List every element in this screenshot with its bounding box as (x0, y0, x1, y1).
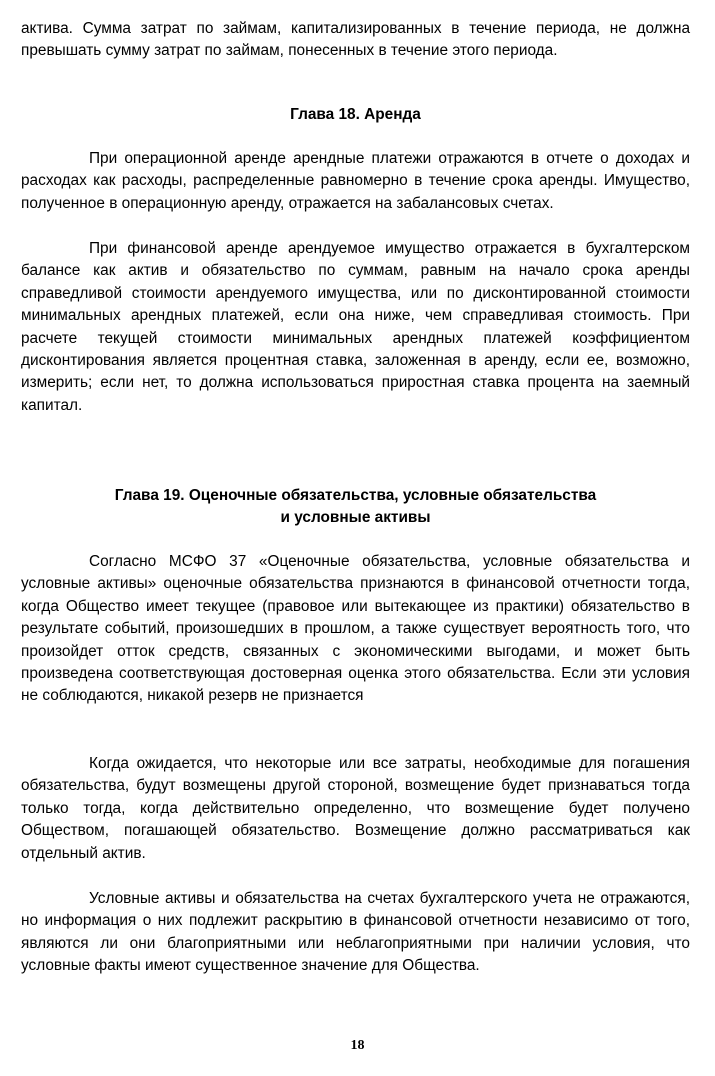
operating-lease-paragraph: При операционной аренде арендные платежи отражаются в отчете о доходах и расходах как расходы, распределенные равномерно в течение срока аренды. Имущество, полученное в операционную аренду, отражается на забалансовых счетах. (21, 150, 690, 212)
page-number: 18 (350, 1038, 365, 1053)
chapter-19-heading (21, 485, 690, 530)
chapter-18-heading: Глава 18. Аренда (290, 106, 421, 123)
reimbursement-paragraph: Когда ожидается, что некоторые или все затраты, необходимые для погашения обязательства, будут возмещены другой стороной, возмещение будет признаваться тогда только тогда, когда действительно определенно, что возмещение будет получено Обществом, погашающей обязательство. Возмещение должно рассматриваться как отдельный актив. (21, 755, 690, 862)
continuation-paragraph: актива. Сумма затрат по займам, капитализированных в течение периода, не должна превышать сумму затрат по займам, понесенных в течение этого периода. (21, 20, 690, 60)
chapter-19-heading-line1: Глава 19. Оценочные обязательства, условные обязательства (114, 487, 597, 504)
chapter-19-heading-line2: и условные активы (280, 509, 431, 527)
contingent-assets-paragraph: Условные активы и обязательства на счетах бухгалтерского учета не отражаются, но информация о них подлежит раскрытию в финансовой отчетности независимо от того, являются ли они благоприятными или неблагоприятными при наличии условия, что условные факты имеют существенное значение для Общества. (21, 890, 690, 975)
finance-lease-paragraph: При финансовой аренде арендуемое имущество отражается в бухгалтерском балансе как актив и обязательство по суммам, равным на начало срока аренды справедливой стоимости арендуемого имущества, или по дисконтированной стоимости минимальных арендных платежей, если она ниже, чем справедливая стоимость. При расчете текущей стоимости минимальных арендных платежей коэффициентом дисконтирования является процентная ставка, заложенная в аренду, если ее, возможно, измерить; если нет, то должна использоваться приростная ставка процента на заемный капитал. (21, 240, 690, 414)
provisions-paragraph: Согласно МСФО 37 «Оценочные обязательства, условные обязательства и условные активы» оценочные обязательства признаются в финансовой отчетности тогда, когда Общество имеет текущее (правовое или вытекающее из практики) обязательство в результате событий, произошедших в прошлом, а также существует вероятность того, что произойдет отток средств, связанных с экономическими выгодами, и может быть произведена соответствующая достоверная оценка этого обязательства. Если эти условия не соблюдаются, никакой резерв не признается (21, 553, 690, 705)
